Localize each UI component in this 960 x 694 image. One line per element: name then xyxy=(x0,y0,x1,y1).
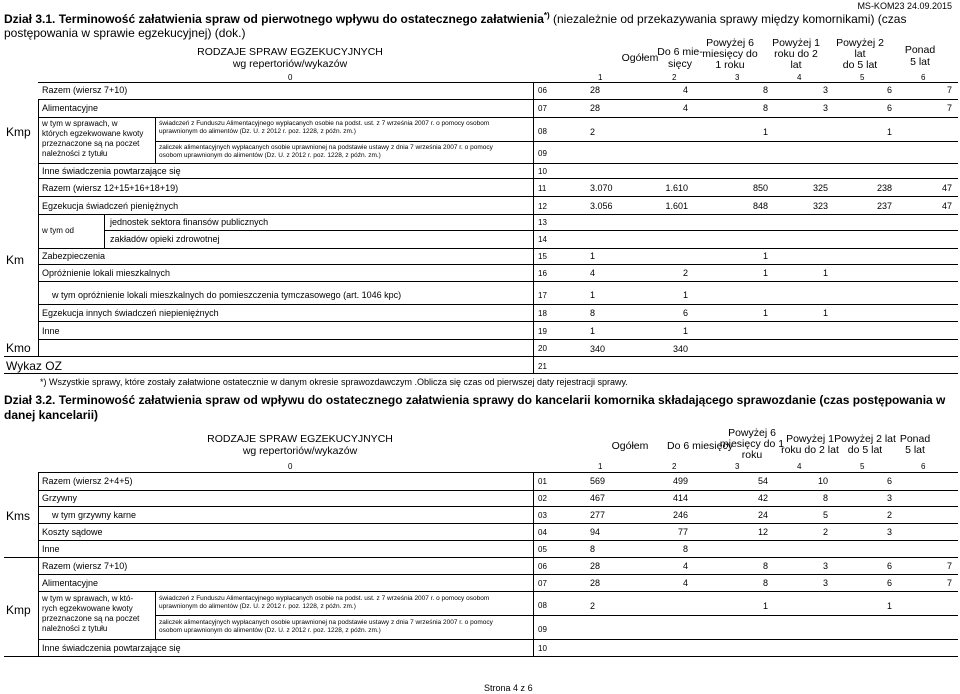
s1-row-num: 17 xyxy=(538,291,547,300)
table-cell: 3 xyxy=(822,103,828,113)
s1-row-label: Opróżnienie lokali mieszkalnych xyxy=(42,268,171,278)
s2-header-p1: Powyżej 1 roku do 2 lat xyxy=(781,433,839,456)
table-cell: 47 xyxy=(941,183,952,193)
s1-colnum-5: 5 xyxy=(860,73,865,82)
table-cell: 5 xyxy=(822,510,828,520)
table-cell: 2 xyxy=(886,510,892,520)
section-3-2-title-line2: danej kancelarii) xyxy=(4,408,99,422)
s1-row-num: 10 xyxy=(538,167,547,176)
s2-header-rodzaje: RODZAJE SPRAW EGZEKUCYJNYCH wg repertoriów/wykazów xyxy=(207,433,393,457)
table-cell: 1 xyxy=(682,290,688,300)
s1-row-label: Egzekucja świadczeń pieniężnych xyxy=(42,201,179,211)
s1-row-label: Inne xyxy=(42,326,60,336)
table-cell: 4 xyxy=(682,85,688,95)
table-cell: 4 xyxy=(590,268,596,278)
s1-kmp-wtym-label: w tym w sprawach, w których egzekwowane kwoty przeznaczone są na poczet należności z tytułu xyxy=(42,119,144,158)
s1-row-label-kmo: Kmo xyxy=(6,341,31,355)
s2-kmp-wtym-label: w tym w sprawach, w któ- rych egzekwowane kwoty przeznaczone są na poczet należności z tytułu xyxy=(42,594,140,633)
table-cell: 54 xyxy=(757,476,768,486)
s1-row-label: Razem (wiersz 7+10) xyxy=(42,85,128,95)
s1-row-num: 11 xyxy=(538,184,547,193)
table-cell: 2 xyxy=(822,527,828,537)
section-3-1-title: Dział 3.1. Terminowość załatwienia spraw od pierwotnego wpływu do ostatecznego załatwienia*) (niezależnie od przekazywania sprawy między komornikami) (czas xyxy=(4,11,907,26)
s1-row-num: 12 xyxy=(538,202,547,211)
s2-colnum-5: 5 xyxy=(860,462,865,471)
table-cell: 340 xyxy=(590,344,606,354)
s1-header-p1: Powyżej 1 roku do 2 lat xyxy=(772,37,820,71)
table-cell: 4 xyxy=(682,578,688,588)
s1-row-sub-fundusz: świadczeń z Funduszu Alimentacyjnego wypłacanych osobie na podst. ust. z 7 września 2007 r. o pomocy osobom uprawnionym do alimentów (Dz. U. z 2012 r. poz. 1228, z późn. zm.) xyxy=(159,120,490,135)
table-cell: 28 xyxy=(590,578,601,588)
table-cell: 10 xyxy=(817,476,828,486)
table-cell: 3.056 xyxy=(590,201,613,211)
s2-row-label: Koszty sądowe xyxy=(42,527,103,537)
table-cell: 42 xyxy=(757,493,768,503)
s1-row-num: 13 xyxy=(538,218,547,227)
s2-header-ogolem: Ogółem xyxy=(611,440,649,452)
s2-row-num: 02 xyxy=(538,494,547,503)
s2-row-num: 03 xyxy=(538,511,547,520)
s1-row-label: Alimentacyjne xyxy=(42,103,99,113)
s1-row-label: w tym opróżnienie lokali mieszkalnych do pomieszczenia tymczasowego (art. 1046 kpc) xyxy=(52,290,402,300)
s1-row-sub-zaliczki: zaliczek alimentacyjnych wypłacanych osobie uprawnionej na podstawie ustawy z dnia 7 września 2007 r. o pomocy osobom uprawnionym do alimentów (Dz. U. z 2012 r. poz. 1228, z późn. zm.) xyxy=(159,144,493,159)
page-number: Strona 4 z 6 xyxy=(484,683,533,693)
table-cell: 8 xyxy=(590,308,596,318)
table-cell: 237 xyxy=(876,201,892,211)
s1-row-label: Razem (wiersz 12+15+16+18+19) xyxy=(42,183,179,193)
s1-header-ponad: Ponad 5 lat xyxy=(904,44,936,68)
s1-header-do6: Do 6 mie- sięcy xyxy=(657,46,703,70)
s1-row-num: 07 xyxy=(538,104,547,113)
table-cell: 7 xyxy=(946,578,952,588)
table-cell: 8 xyxy=(762,578,768,588)
table-cell: 6 xyxy=(886,476,892,486)
table-cell: 3 xyxy=(886,527,892,537)
table-cell: 7 xyxy=(946,85,952,95)
s1-row-num: 15 xyxy=(538,252,547,261)
table-cell: 323 xyxy=(812,201,828,211)
table-cell: 1 xyxy=(682,326,688,336)
s1-row-num: 21 xyxy=(538,362,547,371)
s1-footnote: *) Wszystkie sprawy, które zostały załatwione ostatecznie w danym okresie sprawozdawczym .Oblicza się czas od pierwszej daty rejestracji sprawy. xyxy=(40,377,628,387)
s2-row-label: Razem (wiersz 7+10) xyxy=(42,561,128,571)
table-cell: 325 xyxy=(812,183,828,193)
table-cell: 2 xyxy=(590,601,596,611)
s2-row-num: 01 xyxy=(538,477,547,486)
table-cell: 246 xyxy=(672,510,688,520)
s1-row-label: Zabezpieczenia xyxy=(42,251,106,261)
table-cell: 569 xyxy=(590,476,606,486)
s2-header-ponad: Ponad 5 lat xyxy=(899,433,931,456)
s1-row-num: 18 xyxy=(538,309,547,318)
s2-row-num: 08 xyxy=(538,601,547,610)
s1-row-num: 20 xyxy=(538,344,547,353)
s1-colnum-6: 6 xyxy=(921,73,926,82)
table-cell: 77 xyxy=(677,527,688,537)
table-cell: 1 xyxy=(590,290,596,300)
table-cell: 28 xyxy=(590,85,601,95)
table-cell: 1.601 xyxy=(665,201,688,211)
s1-header-rodzaje: RODZAJE SPRAW EGZEKUCYJNYCH wg repertoriów/wykazów xyxy=(197,46,383,70)
s2-row-label: Alimentacyjne xyxy=(42,578,99,588)
table-cell: 12 xyxy=(757,527,768,537)
s2-colnum-1: 1 xyxy=(598,462,603,471)
table-cell: 238 xyxy=(876,183,892,193)
table-cell: 277 xyxy=(590,510,606,520)
s2-row-label: Inne świadczenia powtarzające się xyxy=(42,643,181,653)
table-cell: 467 xyxy=(590,493,606,503)
table-cell: 414 xyxy=(672,493,688,503)
table-cell: 3 xyxy=(886,493,892,503)
s1-colnum-4: 4 xyxy=(797,73,802,82)
s1-group-km: Km xyxy=(6,253,24,267)
table-cell: 4 xyxy=(682,103,688,113)
s1-wtymod-label: w tym od xyxy=(42,226,75,235)
s1-row-label: zakładów opieki zdrowotnej xyxy=(110,234,220,244)
table-cell: 94 xyxy=(590,527,601,537)
table-cell: 2 xyxy=(590,127,596,137)
s1-row-num: 09 xyxy=(538,149,547,158)
s2-row-label: Grzywny xyxy=(42,493,78,503)
table-cell: 1 xyxy=(822,308,828,318)
s1-row-label-wykaz: Wykaz OZ xyxy=(6,359,62,373)
s2-row-num: 04 xyxy=(538,528,547,537)
s2-colnum-4: 4 xyxy=(797,462,802,471)
table-cell: 8 xyxy=(762,561,768,571)
s1-header-p2: Powyżej 2 lat do 5 lat xyxy=(836,37,884,71)
s2-colnum-3: 3 xyxy=(735,462,740,471)
table-cell: 4 xyxy=(682,561,688,571)
table-cell: 1 xyxy=(762,268,768,278)
table-cell: 47 xyxy=(941,201,952,211)
table-cell: 1 xyxy=(886,601,892,611)
s2-colnum-2: 2 xyxy=(672,462,677,471)
s2-group-kms: Kms xyxy=(6,509,30,523)
s1-row-num: 14 xyxy=(538,235,547,244)
s2-row-num: 06 xyxy=(538,562,547,571)
table-cell: 340 xyxy=(672,344,688,354)
table-cell: 28 xyxy=(590,561,601,571)
s2-row-label: w tym grzywny karne xyxy=(52,510,137,520)
s2-row-num: 05 xyxy=(538,545,547,554)
section-3-1-title-line2: postępowania w sprawie egzekucyjnej) (dok.) xyxy=(4,26,246,40)
table-cell: 1 xyxy=(590,251,596,261)
table-cell: 1.610 xyxy=(665,183,688,193)
table-cell: 6 xyxy=(886,85,892,95)
table-cell: 8 xyxy=(822,493,828,503)
table-cell: 24 xyxy=(757,510,768,520)
s2-row-num: 10 xyxy=(538,644,547,653)
table-cell: 3 xyxy=(822,85,828,95)
s2-header-p6: Powyżej 6 miesięcy do 1 roku xyxy=(719,427,785,461)
table-cell: 1 xyxy=(762,251,768,261)
s1-colnum-2: 2 xyxy=(672,73,677,82)
table-cell: 850 xyxy=(752,183,768,193)
table-cell: 6 xyxy=(886,561,892,571)
table-cell: 8 xyxy=(590,544,596,554)
table-cell: 3.070 xyxy=(590,183,613,193)
table-cell: 8 xyxy=(762,85,768,95)
s1-row-num: 16 xyxy=(538,269,547,278)
s1-row-label: jednostek sektora finansów publicznych xyxy=(110,217,269,227)
s2-row-label: Razem (wiersz 2+4+5) xyxy=(42,476,133,486)
table-cell: 848 xyxy=(752,201,768,211)
table-cell: 499 xyxy=(672,476,688,486)
s1-row-label: Egzekucja innych świadczeń niepieniężnych xyxy=(42,308,219,318)
table-cell: 28 xyxy=(590,103,601,113)
s2-colnum-6: 6 xyxy=(921,462,926,471)
table-cell: 7 xyxy=(946,561,952,571)
s2-row-label: Inne xyxy=(42,544,60,554)
table-cell: 6 xyxy=(886,578,892,588)
table-cell: 1 xyxy=(886,127,892,137)
s1-row-num: 19 xyxy=(538,327,547,336)
s1-header-ogolem: Ogółem xyxy=(621,52,659,64)
s2-colnum-0: 0 xyxy=(288,462,293,471)
document-code: MS-KOM23 24.09.2015 xyxy=(857,1,952,11)
table-cell: 1 xyxy=(762,127,768,137)
s2-header-do6: Do 6 miesięcy xyxy=(667,440,733,452)
s2-row-num: 07 xyxy=(538,579,547,588)
s2-group-kmp: Kmp xyxy=(6,603,31,617)
s2-row-sub-fundusz: świadczeń z Funduszu Alimentacyjnego wypłacanych osobie na podst. ust. z 7 września 2007 r. o pomocy osobom uprawnionym do alimentów (Dz. U. z 2012 r. poz. 1228, z późn. zm.) xyxy=(159,595,490,610)
s1-colnum-3: 3 xyxy=(735,73,740,82)
table-cell: 3 xyxy=(822,561,828,571)
s1-row-label: Inne świadczenia powtarzające się xyxy=(42,166,181,176)
s2-row-sub-zaliczki: zaliczek alimentacyjnych wypłacanych osobie uprawnionej na podstawie ustawy z dnia 7 września 2007 r. o pomocy osobom uprawnionym do alimentów (Dz. U. z 2012 r. poz. 1228, z późn. zm.) xyxy=(159,619,493,634)
table-cell: 6 xyxy=(682,308,688,318)
s1-row-num: 08 xyxy=(538,127,547,136)
table-cell: 7 xyxy=(946,103,952,113)
s1-colnum-0: 0 xyxy=(288,73,293,82)
table-cell: 3 xyxy=(822,578,828,588)
table-cell: 8 xyxy=(762,103,768,113)
s1-row-num: 06 xyxy=(538,86,547,95)
table-cell: 8 xyxy=(682,544,688,554)
table-cell: 6 xyxy=(886,103,892,113)
section-3-2-title: Dział 3.2. Terminowość załatwienia spraw od wpływu do ostatecznego załatwienia sprawy do kancelarii komornika składającego sprawozdanie (czas postępowania w xyxy=(4,393,946,407)
s1-header-p6: Powyżej 6 miesięcy do 1 roku xyxy=(702,37,758,71)
table-cell: 1 xyxy=(590,326,596,336)
table-cell: 1 xyxy=(822,268,828,278)
s1-group-kmp: Kmp xyxy=(6,125,31,139)
table-cell: 1 xyxy=(762,601,768,611)
s1-colnum-1: 1 xyxy=(598,73,603,82)
table-cell: 1 xyxy=(762,308,768,318)
table-cell: 2 xyxy=(682,268,688,278)
s2-row-num: 09 xyxy=(538,625,547,634)
s2-header-p2: Powyżej 2 lat do 5 lat xyxy=(834,433,896,456)
